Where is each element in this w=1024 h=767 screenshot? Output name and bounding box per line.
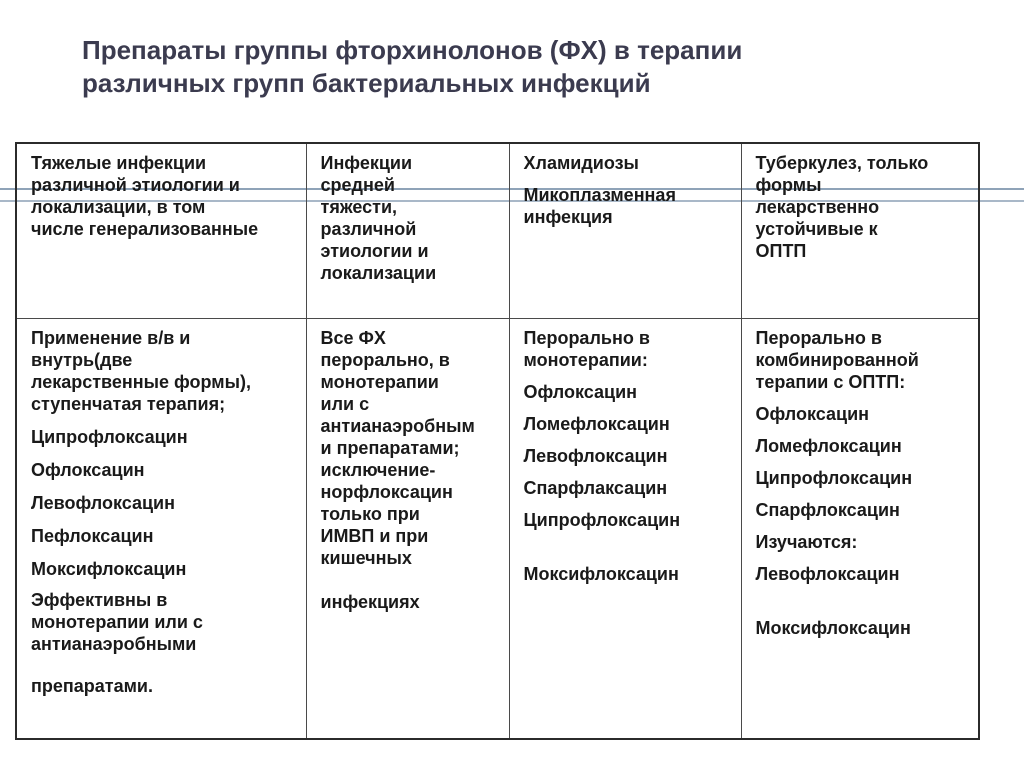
title-line-2: различных групп бактериальных инфекций: [82, 68, 651, 98]
text-line: числе генерализованные: [31, 219, 259, 239]
text-line: формы: [755, 175, 822, 195]
text-line: кишечных: [320, 548, 412, 568]
cell-regimen-moderate: [306, 319, 509, 740]
text-line: Применение в/в и: [31, 328, 191, 348]
drug-item: Левофлоксацин: [31, 493, 175, 513]
text-line: внутрь(две: [31, 350, 133, 370]
text-line: и препаратами;: [320, 438, 460, 458]
cell-chlamydia: [509, 143, 741, 319]
text-line: средней: [320, 175, 395, 195]
drug-item: Спарфлаксацин: [523, 478, 668, 498]
text-line: инфекция: [523, 207, 613, 227]
text-line: различной: [320, 219, 417, 239]
text-line: лекарственные формы),: [31, 372, 251, 392]
slide-title: [82, 34, 982, 100]
text-line: перорально, в: [320, 350, 450, 370]
text-line: монотерапии: [320, 372, 439, 392]
text-line: Туберкулез, только: [755, 153, 929, 173]
text-line: терапии с ОПТП:: [755, 372, 906, 392]
text-line: монотерапии или с: [31, 612, 203, 632]
text-line: Эффективны в: [31, 590, 168, 610]
cell-regimen-severe: [16, 319, 306, 740]
text-line: или с: [320, 394, 370, 414]
fluoroquinolone-table: [15, 142, 980, 740]
text-line: ОПТП: [755, 241, 807, 261]
drug-item: Ципрофлоксацин: [755, 468, 913, 488]
text-line: этиологии и: [320, 241, 429, 261]
drug-item: Ломефлоксацин: [523, 414, 670, 434]
text-line: антианаэробными: [31, 634, 197, 654]
text-line: тяжести,: [320, 197, 398, 217]
cell-regimen-tuberculosis: [741, 319, 979, 740]
text-line: локализации: [320, 263, 437, 283]
text-line: Инфекции: [320, 153, 413, 173]
drug-item: Офлоксацин: [755, 404, 870, 424]
table-row-regimens: [16, 319, 979, 740]
drug-item: Ломефлоксацин: [755, 436, 902, 456]
text-line: ступенчатая терапия;: [31, 394, 226, 414]
text-line: Хламидиозы: [523, 153, 639, 173]
drug-item: Моксифлоксацин: [523, 564, 679, 584]
drug-item: Пефлоксацин: [31, 526, 154, 546]
drug-item: Моксифлоксацин: [755, 618, 911, 638]
text-line: препаратами.: [31, 676, 153, 696]
text-line: устойчивые к: [755, 219, 878, 239]
text-line: антианаэробным: [320, 416, 475, 436]
text-line: ИМВП и при: [320, 526, 429, 546]
text-line: Перорально в: [523, 328, 650, 348]
text-line: монотерапии:: [523, 350, 648, 370]
cell-tuberculosis: [741, 143, 979, 319]
drug-item: Спарфлоксацин: [755, 500, 900, 520]
drug-item: Ципрофлоксацин: [31, 427, 188, 447]
drug-item: Ципрофлоксацин: [523, 510, 681, 530]
text-line: исключение-: [320, 460, 436, 480]
text-line: комбинированной: [755, 350, 919, 370]
text-line: Тяжелые инфекции: [31, 153, 207, 173]
drug-item: Левофлоксацин: [523, 446, 668, 466]
text-line: норфлоксацин: [320, 482, 453, 502]
drug-item: Левофлоксацин: [755, 564, 900, 584]
text-line: Изучаются:: [755, 532, 858, 552]
text-line: локализации, в том: [31, 197, 206, 217]
text-line: Микоплазменная: [523, 185, 676, 205]
cell-severe-infections: [16, 143, 306, 319]
text-line: Все ФХ: [320, 328, 386, 348]
title-line-1: Препараты группы фторхинолонов (ФХ) в терапии: [82, 35, 743, 65]
text-line: различной этиологии и: [31, 175, 240, 195]
drug-item: Моксифлоксацин: [31, 559, 187, 579]
text-line: Перорально в: [755, 328, 882, 348]
text-line: инфекциях: [320, 592, 420, 612]
drug-item: Офлоксацин: [523, 382, 638, 402]
table-row-indications: [16, 143, 979, 319]
cell-regimen-chlamydia: [509, 319, 741, 740]
text-line: только при: [320, 504, 420, 524]
text-line: лекарственно: [755, 197, 880, 217]
cell-moderate-infections: [306, 143, 509, 319]
drug-item: Офлоксацин: [31, 460, 145, 480]
